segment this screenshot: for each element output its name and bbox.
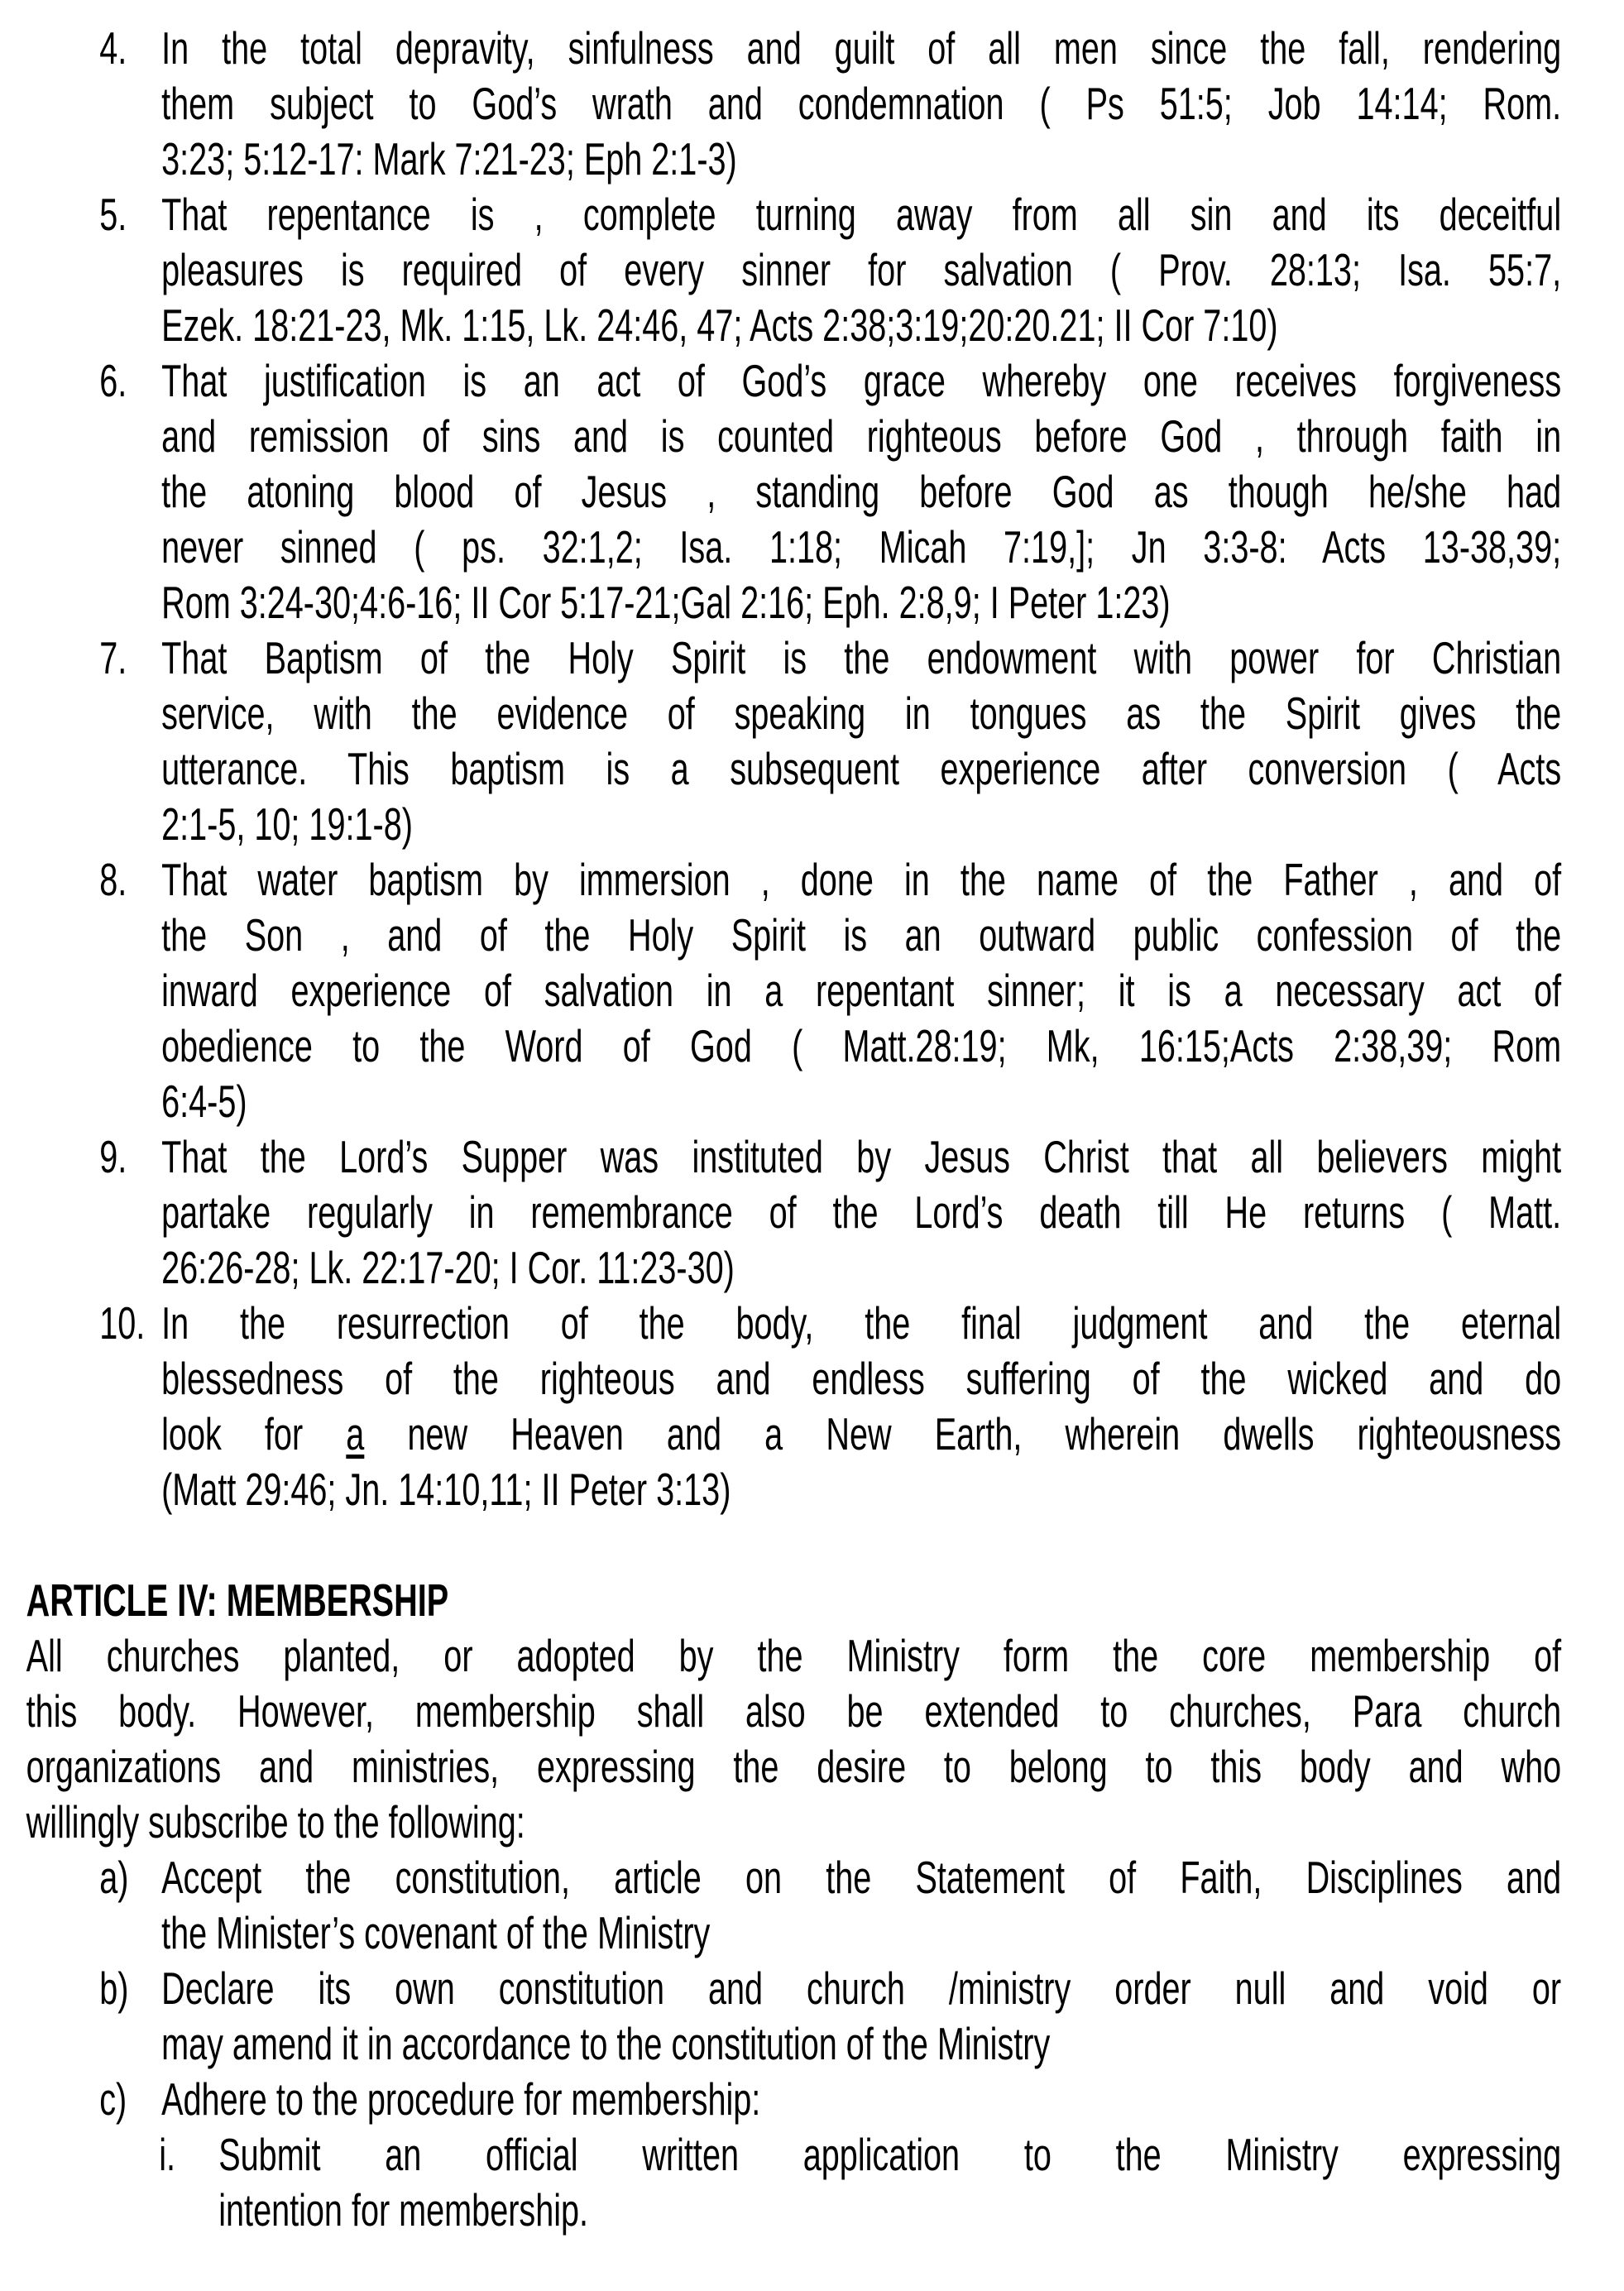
numbered-item-10 <box>26 1296 1561 1517</box>
text-line: All churches planted, or adopted by the Ministry form the core membership of <box>26 1630 1562 1681</box>
underlined-text: a <box>346 1408 365 1459</box>
roman-item-i <box>26 2127 1561 2238</box>
text-line: That justification is an act of God’s grace whereby one receives forgiveness <box>161 355 1562 406</box>
text-line: the Son , and of the Holy Spirit is an outward public confession of the <box>161 909 1562 961</box>
text-line: That Baptism of the Holy Spirit is the endowment with power for Christian <box>161 632 1562 683</box>
text-line: organizations and ministries, expressing the desire to belong to this body and who <box>26 1741 1562 1792</box>
text-line: intention for membership. <box>218 2184 589 2236</box>
text-line: service, with the evidence of speaking in tongues as the Spirit gives the <box>161 688 1562 739</box>
text-line: 6:4-5) <box>161 1076 247 1127</box>
item-number-marker: 6. <box>99 355 127 406</box>
text-line: willingly subscribe to the following: <box>26 1796 525 1848</box>
numbered-item-4 <box>26 21 1561 187</box>
item-number-marker: 4. <box>99 22 127 74</box>
text-line: 3:23; 5:12-17: Mark 7:21-23; Eph 2:1-3) <box>161 133 737 185</box>
item-number-marker: 7. <box>99 632 127 683</box>
numbered-item-9 <box>26 1129 1561 1296</box>
text-line: them subject to God’s wrath and condemnation ( Ps 51:5; Job 14:14; Rom. <box>161 78 1562 129</box>
text-line: (Matt 29:46; Jn. 14:10,11; II Peter 3:13) <box>161 1464 731 1515</box>
text-line: 26:26-28; Lk. 22:17-20; I Cor. 11:23-30) <box>161 1242 735 1293</box>
text-line: Accept the constitution, article on the Statement of Faith, Disciplines and <box>161 1852 1562 1903</box>
item-number-marker: 8. <box>99 854 127 905</box>
text-line: That the Lord’s Supper was instituted by Jesus Christ that all believers might <box>161 1131 1562 1182</box>
text-line: inward experience of salvation in a repentant sinner; it is a necessary act of <box>161 965 1562 1016</box>
text-line: In the total depravity, sinfulness and guilt of all men since the fall, rendering <box>161 22 1562 74</box>
text-line: Ezek. 18:21-23, Mk. 1:15, Lk. 24:46, 47; Acts 2:38;3:19;20:20.21; II Cor 7:10) <box>161 300 1278 351</box>
numbered-item-8 <box>26 852 1561 1129</box>
text-line: 2:1-5, 10; 19:1-8) <box>161 798 413 850</box>
membership-intro-paragraph <box>26 1628 1561 1850</box>
lettered-item-a <box>26 1850 1561 1961</box>
text-line: obedience to the Word of God ( Matt.28:19; Mk, 16:15;Acts 2:38,39; Rom <box>161 1020 1562 1071</box>
text-line: pleasures is required of every sinner for salvation ( Prov. 28:13; Isa. 55:7, <box>161 244 1562 295</box>
item-letter-marker: b) <box>99 1963 129 2014</box>
item-letter-marker: a) <box>99 1852 129 1903</box>
text-line: the Minister’s covenant of the Ministry <box>161 1907 711 1958</box>
text-line: That water baptism by immersion , done in the name of the Father , and of <box>161 854 1562 905</box>
text-line: the atoning blood of Jesus , standing before God as though he/she had <box>161 466 1562 517</box>
numbered-item-5 <box>26 187 1561 353</box>
text-line <box>161 1407 1561 1462</box>
text-segment: new Heaven and a New Earth, wherein dwells righteousness <box>364 1408 1562 1459</box>
numbered-item-6 <box>26 353 1561 630</box>
item-letter-marker: c) <box>99 2073 127 2125</box>
text-line: utterance. This baptism is a subsequent experience after conversion ( Acts <box>161 743 1562 794</box>
text-line: and remission of sins and is counted righteous before God , through faith in <box>161 410 1562 462</box>
lettered-item-c <box>26 2072 1561 2127</box>
item-number-marker: 5. <box>99 189 127 240</box>
text-line: this body. However, membership shall also be extended to churches, Para church <box>26 1685 1562 1737</box>
text-line: Declare its own constitution and church /ministry order null and void or <box>161 1963 1562 2014</box>
numbered-item-7 <box>26 630 1561 852</box>
item-roman-marker: i. <box>159 2129 176 2180</box>
text-line: In the resurrection of the body, the final judgment and the eternal <box>161 1297 1562 1349</box>
text-line: partake regularly in remembrance of the Lord’s death till He returns ( Matt. <box>161 1186 1562 1238</box>
text-line: blessedness of the righteous and endless suffering of the wicked and do <box>161 1353 1562 1404</box>
text-line: Submit an official written application to the Ministry expressing <box>218 2129 1562 2180</box>
text-line: never sinned ( ps. 32:1,2; Isa. 1:18; Micah 7:19,]; Jn 3:3-8: Acts 13-38,39; <box>161 521 1562 573</box>
lettered-item-b <box>26 1961 1561 2072</box>
text-line: Adhere to the procedure for membership: <box>161 2073 761 2125</box>
text-line: That repentance is , complete turning away from all sin and its deceitful <box>161 189 1562 240</box>
text-line: Rom 3:24-30;4:6-16; II Cor 5:17-21;Gal 2:16; Eph. 2:8,9; I Peter 1:23) <box>161 577 1171 628</box>
text-segment: look for <box>161 1408 347 1459</box>
article-heading: ARTICLE IV: MEMBERSHIP <box>26 1574 449 1626</box>
item-number-marker: 10. <box>99 1297 146 1349</box>
text-line: may amend it in accordance to the constitution of the Ministry <box>161 2018 1051 2069</box>
item-number-marker: 9. <box>99 1131 127 1182</box>
